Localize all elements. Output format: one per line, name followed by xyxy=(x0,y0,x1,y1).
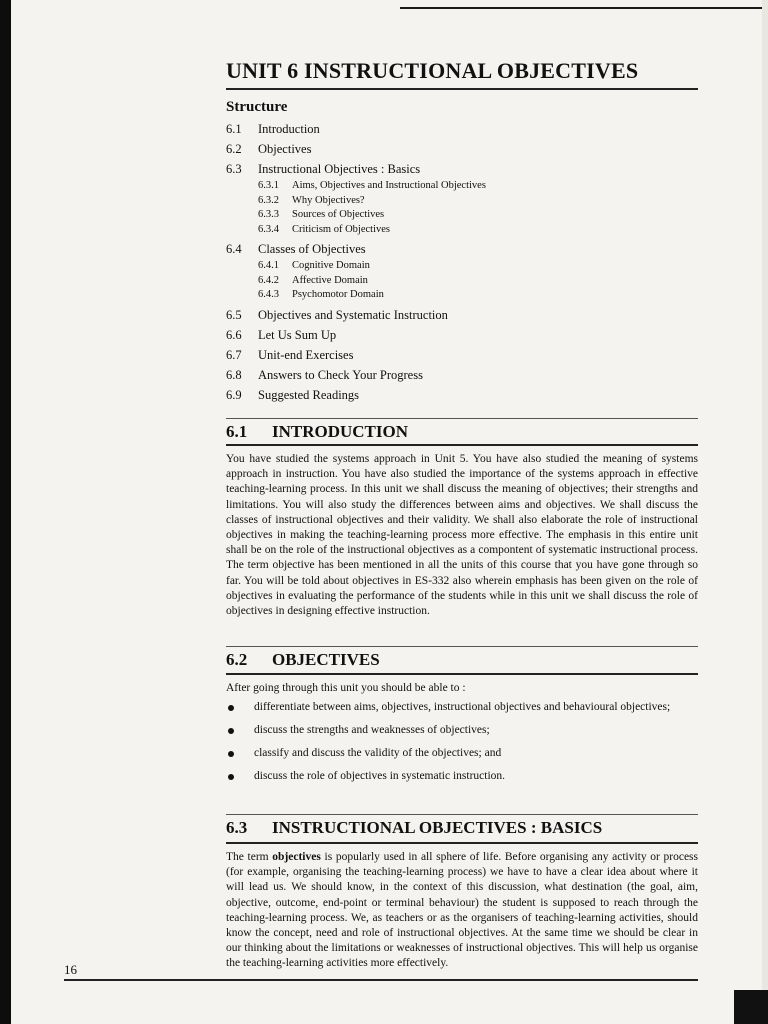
bullet-icon xyxy=(228,728,234,734)
toc-subitem[interactable]: 6.3.1 Aims, Objectives and Instructional Objectives xyxy=(258,180,486,191)
scan-left-edge xyxy=(0,0,11,1024)
toc-item[interactable]: 6.4 Classes of Objectives xyxy=(226,242,366,256)
toc-item[interactable]: 6.1 Introduction xyxy=(226,122,320,136)
table-of-contents xyxy=(226,119,698,405)
objective-bullet: discuss the role of objectives in systematic instruction. xyxy=(226,769,698,784)
objective-bullet: discuss the strengths and weaknesses of objectives; xyxy=(226,723,698,738)
toc-item[interactable]: 6.2 Objectives xyxy=(226,142,312,156)
section-rule-top xyxy=(226,814,698,815)
objective-bullet: classify and discuss the validity of the objectives; and xyxy=(226,746,698,761)
section-heading-introduction: 6.1 INTRODUCTION xyxy=(226,422,409,441)
toc-item[interactable]: 6.8 Answers to Check Your Progress xyxy=(226,367,423,382)
section-rule-bottom xyxy=(226,444,698,446)
toc-subitem[interactable]: 6.4.3 Psychomotor Domain xyxy=(258,289,384,300)
toc-subsection-group xyxy=(226,259,698,303)
bullet-icon xyxy=(228,751,234,757)
page-number: 16 xyxy=(64,962,77,977)
basics-paragraph: The term objectives is popularly used in all sphere of life. Before organising any activity or process (for example, organising the teaching-learning process) we have to have a clear idea about where it will lead us. We should know, in the context of this discussion, what destination (the goal, aim, objective, outcome, end-point or terminal behaviour) the student is supposed to reach through the teaching-learning process. We, as teachers or as the organisers of teaching-learning activities, should know the concept, need and role of instructional objectives. At the same time we should be clear in our thinking about the limitations or weaknesses of instructional objectives. This will help us organise the teaching-learning activities more effectively. xyxy=(226,851,699,970)
objective-bullet: differentiate between aims, objectives, instructional objectives and behavioural objectives; xyxy=(226,700,698,715)
title-rule xyxy=(226,88,698,90)
section-rule-top xyxy=(226,646,698,647)
toc-item[interactable]: 6.9 Suggested Readings xyxy=(226,387,360,402)
scan-right-edge xyxy=(762,0,768,1024)
toc-item[interactable]: 6.7 Unit-end Exercises xyxy=(226,347,354,362)
bullet-icon xyxy=(228,705,234,711)
objectives-intro: After going through this unit you should be able to : xyxy=(226,682,466,694)
introduction-paragraph: You have studied the systems approach in Unit 5. You have also studied the meaning of systems approach in instruction. You have also studied the importance of the systems approach in effective teaching-learning process. In this unit we shall discuss the meaning of objectives; their strengths and limitations. You will also study the differences between aims and objectives. We shall discuss the classes of instructional objectives and their validity. We shall also elaborate the role of instructional objectives in making the teaching-learning process more effective. The emphasis in this entire unit shall be on the role of the instructional objectives as a compontent of systematic instructional process. The term objective has been mentioned in all the units of this course that you have gone through so far. You will be told about objectives in ES-332 also wherein emphasis has been given on the role of objectives in evaluating the performance of the students while in this unit we shall discuss the role of objectives in designing effective instruction. xyxy=(226,453,698,618)
toc-subitem[interactable]: 6.3.2 Why Objectives? xyxy=(258,194,365,206)
section-heading-basics: 6.3 INSTRUCTIONAL OBJECTIVES : BASICS xyxy=(226,818,603,837)
scan-corner-mark xyxy=(734,990,768,1024)
section-heading-objectives: 6.2 OBJECTIVES xyxy=(226,650,380,669)
footer-rule xyxy=(64,979,698,981)
structure-heading: Structure xyxy=(226,99,288,115)
objectives-bullet-list xyxy=(226,700,698,792)
toc-subitem[interactable]: 6.4.1 Cognitive Domain xyxy=(258,260,370,271)
toc-subitem[interactable]: 6.3.4 Criticism of Objectives xyxy=(258,223,390,235)
toc-subsection-group xyxy=(226,179,698,237)
toc-item[interactable]: 6.3 Instructional Objectives : Basics xyxy=(226,162,421,176)
unit-title: UNIT 6 INSTRUCTIONAL OBJECTIVES xyxy=(226,58,639,83)
section-rule-bottom xyxy=(226,842,698,844)
toc-subitem[interactable]: 6.4.2 Affective Domain xyxy=(258,274,368,286)
toc-item[interactable]: 6.6 Let Us Sum Up xyxy=(226,327,337,342)
toc-subitem[interactable]: 6.3.3 Sources of Objectives xyxy=(258,209,385,220)
toc-item[interactable]: 6.5 Objectives and Systematic Instruction xyxy=(226,307,448,322)
section-rule-top xyxy=(226,418,698,419)
section-rule-bottom xyxy=(226,673,698,675)
scan-top-edge xyxy=(400,7,768,9)
bullet-icon xyxy=(228,774,234,780)
